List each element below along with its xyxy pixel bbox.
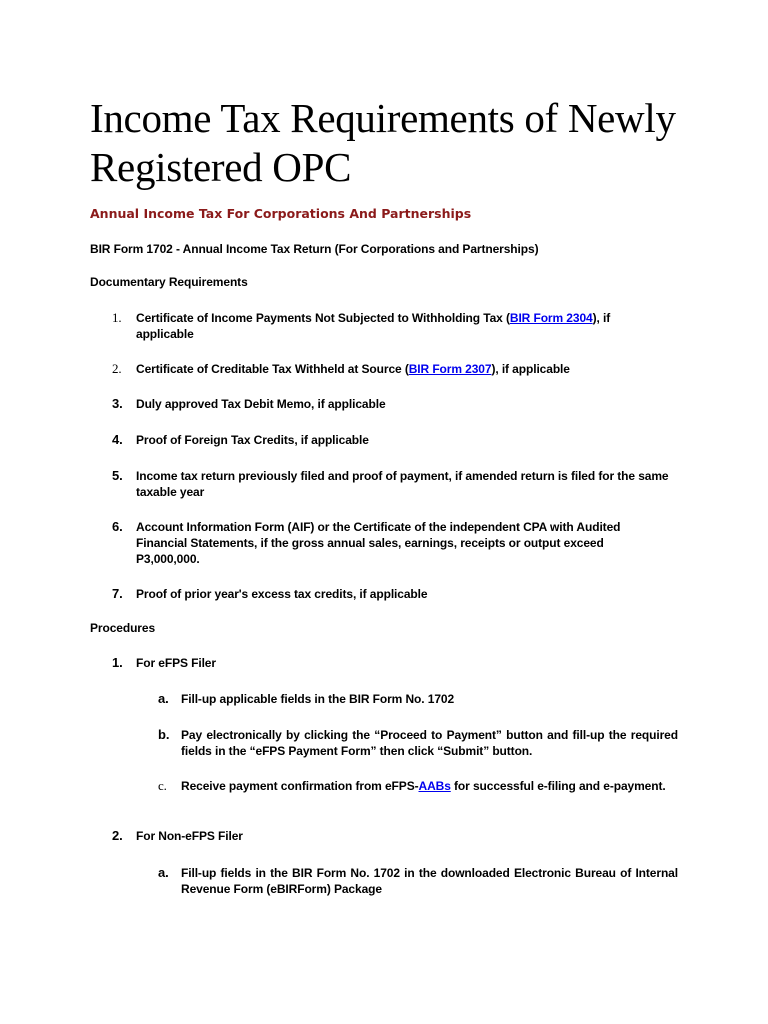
list-item-text: Fill-up applicable fields in the BIR Form No. 1702	[181, 692, 455, 706]
bir-form-2304-link[interactable]: BIR Form 2304	[509, 311, 593, 325]
list-marker: 2.	[112, 361, 122, 376]
list-marker: a.	[158, 691, 169, 706]
list-marker: a.	[158, 865, 169, 880]
list-item	[158, 865, 680, 899]
section-subheading: Annual Income Tax For Corporations And Partnerships	[90, 206, 472, 221]
list-marker: 5.	[112, 468, 123, 483]
bir-form-2307-link[interactable]: BIR Form 2307	[408, 362, 492, 376]
list-marker: 1.	[112, 310, 122, 325]
list-item-text: Fill-up fields in the BIR Form No. 1702 in the downloaded Electronic Bureau of Internal Revenue Form (eBIRForm) Package	[181, 866, 678, 896]
list-item-text: For eFPS Filer	[136, 656, 216, 670]
list-marker: c.	[158, 778, 167, 793]
list-item	[112, 361, 672, 379]
list-item-text: Proof of Foreign Tax Credits, if applicable	[136, 433, 369, 447]
documentary-heading: Documentary Requirements	[90, 275, 248, 289]
list-item-text: Receive payment confirmation from eFPS-AABs for successful e-filing and e-payment.	[181, 779, 666, 793]
list-marker: 1.	[112, 655, 123, 670]
list-item-text: Proof of prior year's excess tax credits, if applicable	[136, 587, 428, 601]
list-item	[158, 691, 680, 709]
list-item	[112, 519, 672, 569]
aabs-link[interactable]: AABs	[418, 779, 451, 793]
list-item	[112, 432, 672, 450]
list-item	[158, 778, 680, 812]
list-item	[112, 468, 672, 502]
list-item	[112, 310, 672, 344]
list-item-text: Income tax return previously filed and proof of payment, if amended return is filed for the same taxable year	[136, 469, 669, 499]
list-marker: 4.	[112, 432, 123, 447]
list-marker: 2.	[112, 828, 123, 843]
list-item	[158, 727, 680, 761]
list-item	[112, 655, 672, 673]
procedures-heading: Procedures	[90, 621, 156, 635]
list-marker: b.	[158, 727, 170, 742]
list-item-text: Account Information Form (AIF) or the Certificate of the independent CPA with Audited Financial Statements, if the gross annual sales, earnings, receipts or output exceed P3,000,000.	[136, 520, 621, 566]
list-item	[112, 396, 672, 414]
list-item-text: Certificate of Income Payments Not Subjected to Withholding Tax (BIR Form 2304), if applicable	[136, 311, 611, 341]
list-item	[112, 828, 672, 846]
list-item	[112, 586, 672, 604]
page-title: Income Tax Requirements of Newly Registered OPC	[90, 95, 676, 190]
list-item-text: Pay electronically by clicking the “Proceed to Payment” button and fill-up the required fields in the “eFPS Payment Form” then click “Submit” button.	[181, 728, 678, 758]
form-line: BIR Form 1702 - Annual Income Tax Return (For Corporations and Partnerships)	[90, 242, 539, 256]
list-marker: 6.	[112, 519, 123, 534]
list-marker: 7.	[112, 586, 123, 601]
list-item-text: Duly approved Tax Debit Memo, if applicable	[136, 397, 386, 411]
list-marker: 3.	[112, 396, 123, 411]
list-item-text: Certificate of Creditable Tax Withheld at Source (BIR Form 2307), if applicable	[136, 362, 570, 376]
list-item-text: For Non-eFPS Filer	[136, 829, 243, 843]
